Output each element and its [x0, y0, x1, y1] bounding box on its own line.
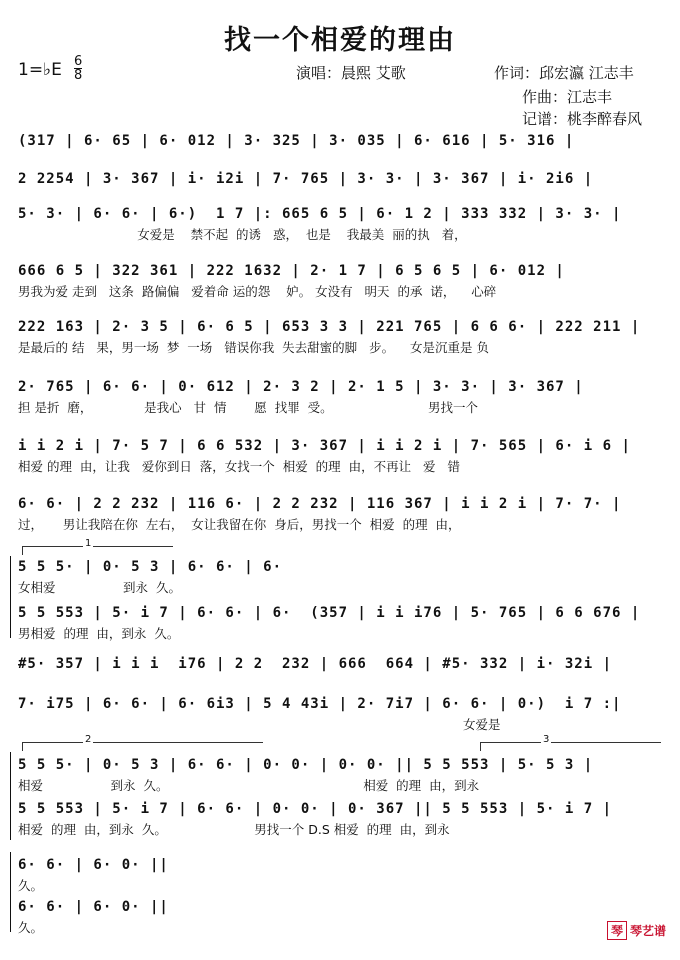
notation-line-7	[18, 437, 660, 499]
key-signature: 1=♭E	[18, 60, 62, 80]
volta-bracket	[22, 538, 173, 555]
line-notes: 6· 6· | 2 2 232 | 116 6· | 2 2 232 | 116 367 | i i 2 i | 7· 7· |	[18, 496, 622, 512]
line-lyrics: 相爱 的理 由，到永 久。 男找一个 D.S 相爱 的理 由，到永	[18, 822, 450, 837]
notation-line-5	[18, 318, 660, 380]
volta-number: 3	[543, 734, 550, 745]
line-lyrics: 担 是折 磨， 是我心 甘 情 愿 找罪 受。 男找一个	[18, 400, 479, 415]
line-notes: 6· 6· | 6· 0· ||	[18, 857, 169, 873]
volta-number: 1	[85, 538, 92, 549]
site-logo	[607, 921, 666, 940]
system-bracket	[10, 752, 11, 840]
time-signature	[74, 55, 82, 82]
line-notes: 222 163 | 2· 3 5 | 6· 6 5 | 653 3 3 | 221 765 | 6 6 6· | 222 211 |	[18, 319, 641, 335]
line-lyrics: 女爱是 禁不起 的诱 惑， 也是 我最美 丽的执 着，	[18, 227, 467, 242]
notation-line-16	[18, 898, 660, 960]
volta-number: 2	[85, 734, 92, 745]
line-lyrics: 久。	[18, 920, 44, 935]
line-lyrics: 女相爱 到永 久。	[18, 580, 181, 595]
line-notes: i i 2 i | 7· 5 7 | 6 6 532 | 3· 367 | i i 2 i | 7· 565 | 6· i 6 |	[18, 438, 631, 454]
line-lyrics: 女爱是	[18, 717, 501, 732]
meter-top: 6	[74, 54, 83, 69]
transcriber-credit: 记谱：桃李醉春风	[522, 110, 643, 128]
system-bracket	[10, 556, 11, 638]
lyricist-credit: 作词：邱宏瀛 江志丰	[494, 64, 634, 82]
line-lyrics: 久。	[18, 878, 44, 893]
composer-credit: 作曲：江志丰	[522, 88, 613, 106]
line-lyrics: 是最后的 结 果，男一场 梦 一场 错误你我 失去甜蜜的脚 步。 女是沉重是 负	[18, 340, 489, 355]
song-title: 找一个相爱的理由	[224, 25, 456, 56]
line-notes: 5 5 553 | 5· i 7 | 6· 6· | 0· 0· | 0· 367 || 5 5 553 | 5· i 7 |	[18, 801, 613, 817]
notation-line-3	[18, 205, 660, 267]
line-notes: 666 6 5 | 322 361 | 222 1632 | 2· 1 7 | 6 5 6 5 | 6· 012 |	[18, 263, 565, 279]
notation-line-14	[18, 800, 660, 862]
logo-text: 琴艺谱	[629, 924, 666, 938]
line-notes: 5 5 5· | 0· 5 3 | 6· 6· | 6·	[18, 559, 283, 575]
line-notes: #5· 357 | i i i i76 | 2 2 232 | 666 664 | #5· 332 | i· 32i |	[18, 656, 613, 672]
meter-bottom: 8	[74, 68, 83, 83]
line-lyrics: 过， 男让我陪在你 左右， 女让我留在你 身后，男找一个 相爱 的理 由，	[18, 517, 461, 532]
line-notes: 5· 3· | 6· 6· | 6·) 1 7 |: 665 6 5 | 6· 1 2 | 333 332 | 3· 3· |	[18, 206, 622, 222]
line-lyrics: 男相爱 的理 由，到永 久。	[18, 626, 180, 641]
line-notes: 5 5 5· | 0· 5 3 | 6· 6· | 0· 0· | 0· 0· || 5 5 553 | 5· 5 3 |	[18, 757, 594, 773]
system-bracket	[10, 852, 11, 932]
line-notes: 7· i75 | 6· 6· | 6· 6i3 | 5 4 43i | 2· 7i7 | 6· 6· | 0·) i 7 :|	[18, 696, 622, 712]
logo-mark-icon: 琴	[607, 921, 627, 940]
singers-credit: 演唱：晨熙 艾歌	[296, 64, 406, 82]
volta-bracket	[480, 734, 661, 751]
line-lyrics: 相爱 的理 由，让我 爱你到日 落，女找一个 相爱 的理 由，不再让 爱 错	[18, 459, 460, 474]
line-notes: 2 2254 | 3· 367 | i· i2i | 7· 765 | 3· 3· | 3· 367 | i· 2i6 |	[18, 171, 594, 187]
line-notes: 5 5 553 | 5· i 7 | 6· 6· | 6· (357 | i i i76 | 5· 765 | 6 6 676 |	[18, 605, 641, 621]
line-notes: (317 | 6· 65 | 6· 012 | 3· 325 | 3· 035 | 6· 616 | 5· 316 |	[18, 133, 575, 149]
volta-bracket	[22, 734, 263, 751]
notation-line-4	[18, 262, 660, 324]
line-notes: 2· 765 | 6· 6· | 0· 612 | 2· 3 2 | 2· 1 5 | 3· 3· | 3· 367 |	[18, 379, 584, 395]
line-notes: 6· 6· | 6· 0· ||	[18, 899, 169, 915]
notation-line-6	[18, 378, 660, 440]
line-lyrics: 相爱 到永 久。 相爱 的理 由，到永	[18, 778, 480, 793]
line-lyrics: 男我为爱 走到 这条 路偏偏 爱着命 运的怨 妒。 女没有 明天 的承 诺， 心碎	[18, 284, 497, 299]
